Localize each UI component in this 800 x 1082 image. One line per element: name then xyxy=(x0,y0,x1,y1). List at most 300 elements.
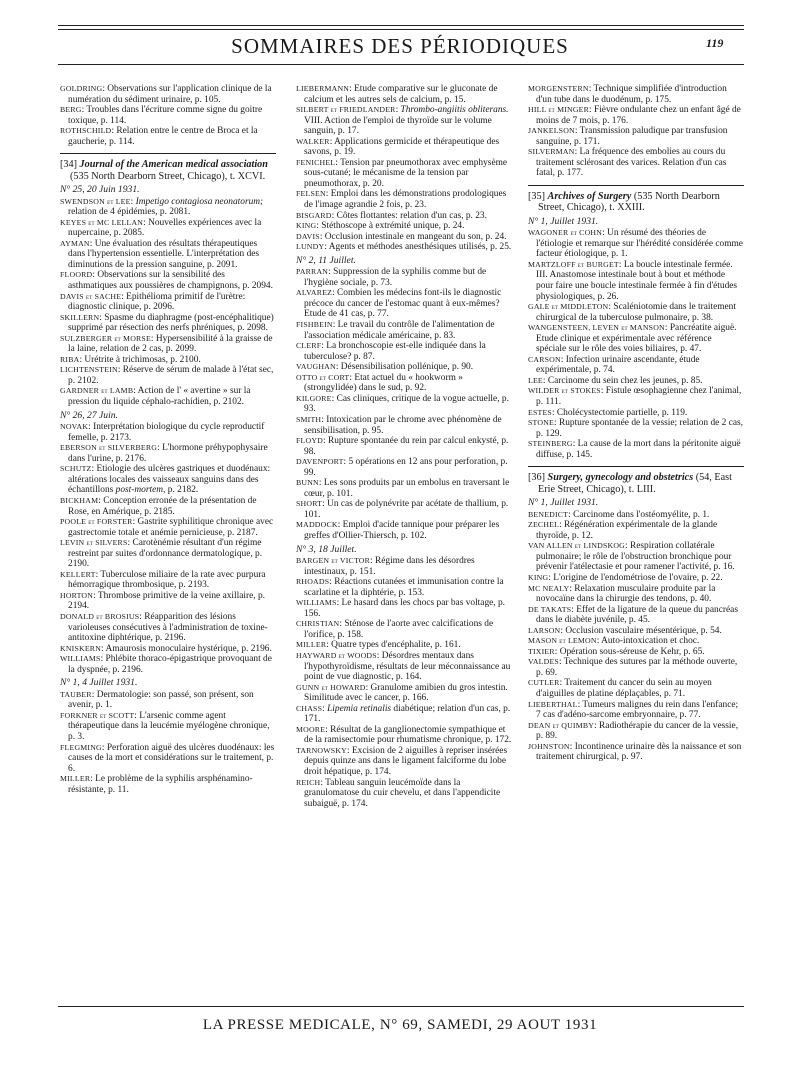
article-authors: FLEGMING xyxy=(60,742,102,752)
article-authors: WALKER xyxy=(296,136,330,146)
article-summary: Radiothérapie du cancer de la vessie, p. 89. xyxy=(536,720,739,742)
article-entry: VAUGHAN: Désensibilisation pollénique, p. 90. xyxy=(296,362,474,373)
article-entry: HAYWARD et WOODS: Désordres mentaux dans l'hypothyroïdisme, résultats de leur méconnaissance au point de vue diagnostic, p. 164. xyxy=(296,650,511,683)
article-summary: Fistule œsophagienne chez l'animal, p. 111. xyxy=(536,386,742,408)
article-entry: FLEGMING: Perforation aiguë des ulcères duodénaux: les causes de la mort et considérations sur le traitement, p. 6. xyxy=(60,742,275,774)
article-entry: LARSON: Occlusion vasculaire mésentérique, p. 54. xyxy=(528,625,722,636)
article-summary: Relation entre le centre de Broca et la gaucherie, p. 114. xyxy=(68,126,258,147)
article-summary: Relaxation musculaire produite par la novocaïne dans la chirurgie des tendons, p. 40. xyxy=(536,583,716,605)
issue-heading-line xyxy=(60,678,276,689)
article-authors: JOHNSTON xyxy=(528,741,570,751)
article-entry: TARNOWSKY: Excision de 2 aiguilles à repriser insérées depuis quinze ans dans le ligament falciforme du lobe droit hépatique, p. 174. xyxy=(296,745,508,777)
article-authors: GARDNER et LAMB xyxy=(60,386,134,396)
article-entry: WILDER et STOKES: Fistule œsophagienne chez l'animal, p. 111. xyxy=(528,386,742,408)
article-summary: La bronchoscopie est-elle indiquée dans la tuberculose? p. 87. xyxy=(304,341,486,362)
article-entry: MOORE: Résultat de la ganglionectomie sympathique et de la ramisectomie pour rhumatisme chronique, p. 172. xyxy=(296,724,512,746)
article-authors: LEE xyxy=(528,375,543,385)
article-entry: BENEDICT: Carcinome dans l'ostéomyélite, p. 1. xyxy=(528,509,710,520)
article-summary: Fièvre ondulante chez un enfant âgé de moins de 7 mois, p. 176. xyxy=(536,105,741,126)
article-summary: Perforation aiguë des ulcères duodénaux: les causes de la mort et considérations sur le traitement, p. 6. xyxy=(68,742,275,774)
article-authors: ALVAREZ xyxy=(296,288,333,298)
journal-title: Surgery, gynecology and obstetrics xyxy=(547,472,694,484)
article-entry: HORTON: Thrombose primitive de la veine axillaire, p. 2194. xyxy=(60,590,265,612)
journal-address: (535 North Dearborn Street, Chicago), t. XCVI. xyxy=(70,170,266,182)
article-summary: La fréquence des embolies au cours du traitement sclérosant des varices. Relation d'un cas fatal, p. 177. xyxy=(536,147,727,179)
article-entry: TAUBER: Dermatologie: son passé, son présent, son avenir, p. 1. xyxy=(60,689,254,711)
article-authors: CLERF xyxy=(296,341,322,351)
article-entry: RIBA: Urétrite à trichimosas, p. 2100. xyxy=(60,354,201,365)
issue-heading: N° 25, 20 Juin 1931. xyxy=(60,184,140,196)
article-entry: BICKHAM: Conception erronée de la présentation de Rose, en Amérique, p. 2185. xyxy=(60,495,257,517)
article-title-italic: Impetigo contagiosa neonatorum; xyxy=(135,196,264,207)
article-entry: SHORT: Un cas de polynévrite par acétate de thallium, p. 101. xyxy=(296,499,509,520)
article-authors: BISGARD xyxy=(296,210,332,220)
article-authors: KNISKERN xyxy=(60,643,102,653)
column-left xyxy=(60,84,276,795)
article-authors: MILLER xyxy=(296,640,327,650)
article-summary: Dermatologie: son passé, son présent, son avenir, p. 1. xyxy=(68,689,254,711)
issue-heading-line xyxy=(296,545,512,556)
article-entry: TIXIER: Opération sous-séreuse de Kehr, p. 65. xyxy=(528,646,705,657)
article-authors: CHASS xyxy=(296,703,323,713)
article-entry: OTTO et CORT: Etat actuel du « hookworm » (strongylidée) dans le sud, p. 92. xyxy=(296,372,463,394)
issue-heading-line xyxy=(296,256,512,267)
article-authors: VAN ALLEN et LINDSKOG xyxy=(528,541,626,551)
article-summary: Agents et méthodes anesthésiques utilisés, p. 25. xyxy=(328,242,512,253)
article-authors: KING xyxy=(528,572,549,582)
article-entry: SILBERT et FRIEDLANDER: Thrombo-angiitis obliterans. VIII. Action de l'emploi de thyroïde sur le volume sanguin, p. 17. xyxy=(296,105,509,137)
article-authors: LEVIN et SILVERS xyxy=(60,538,128,548)
article-authors: LIEBERTHAL xyxy=(528,699,578,709)
article-authors: GALE et MIDDLETON xyxy=(528,302,609,312)
article-entry: WILLIAMS: Phlébite thoraco-épigastrique provoquant de la dyspnée, p. 2196. xyxy=(60,654,272,675)
article-entry: FELSEN: Emploi dans les démonstrations prodologiques de l'image agrandie 2 fois, p. 23. xyxy=(296,189,507,211)
article-summary: Intoxication par le chrome avec phénomène de sensibilisation, p. 95. xyxy=(304,414,502,436)
article-entry: WALKER: Applications germicide et thérapeutique des savons, p. 19. xyxy=(296,136,500,158)
article-entry: LIEBERTHAL: Tumeurs malignes du rein dans l'enfance; 7 cas d'adéno-sarcome embryonnaire, p. 77. xyxy=(528,699,739,721)
article-authors: LARSON xyxy=(528,625,561,635)
section-divider xyxy=(528,466,744,467)
article-authors: KILGORE xyxy=(296,393,332,403)
article-authors: LICHTENSTEIN xyxy=(60,365,118,375)
issue-heading-line xyxy=(528,498,744,509)
article-summary: Thrombose primitive de la veine axillaire, p. 2194. xyxy=(68,590,265,612)
article-authors: LUNDY xyxy=(296,242,325,252)
article-entry: BERG: Troubles dans l'écriture comme signe du goitre toxique, p. 114. xyxy=(60,105,263,126)
article-entry: BISGARD: Côtes flottantes: relation d'un cas, p. 23. xyxy=(296,210,487,221)
article-summary: Hypersensibilité à la graisse de la laine, relation de 2 cas, p. 2099. xyxy=(68,333,273,355)
article-entry: LIEBERMANN: Etude comparative sur le gluconate de calcium et les autres sels de calcium, p. 15. xyxy=(296,84,498,105)
article-summary: Auto-intoxication et choc. xyxy=(601,636,700,647)
article-summary: Carcinome du sein chez les jeunes, p. 85. xyxy=(547,375,703,386)
article-authors: RIBA xyxy=(60,354,80,364)
article-authors: HORTON xyxy=(60,590,94,600)
article-summary: L'hormone préhypophysaire dans l'urine, p. 2176. xyxy=(68,443,268,464)
article-summary: Nouvelles expériences avec la nupercaine, p. 2085. xyxy=(68,217,262,239)
article-summary: Scaléniotomie dans le traitement chirurgical de la tuberculose pulmonaire, p. 38. xyxy=(536,302,736,323)
article-entry: STEINBERG: La cause de la mort dans la péritonite aiguë diffuse, p. 145. xyxy=(528,439,741,460)
article-entry: SULZBERGER et MORSE: Hypersensibilité à la graisse de la laine, relation de 2 cas, p. 2099. xyxy=(60,333,273,355)
article-entry: SWENDSON et LEE: Impetigo contagiosa neonatorum; relation de 4 épidémies, p. 2081. xyxy=(60,196,264,218)
article-authors: FENICHEL xyxy=(296,157,336,167)
article-authors: DONALD et BROSIUS xyxy=(60,611,140,621)
article-entry: WANGENSTEEN, LEVEN et MANSON: Pancréatite aiguë. Etude clinique et expérimentale avec référence spéciale sur le rôle des voies biliaires, p. 47. xyxy=(528,323,737,355)
article-summary: Incontinence urinaire dès la naissance et son traitement chirurgical, p. 97. xyxy=(536,741,742,763)
article-summary: Résultat de la ganglionectomie sympathique et de la ramisectomie pour rhumatisme chronique, p. 172. xyxy=(304,724,512,746)
article-summary: Traitement du cancer du sein au moyen d'aiguilles de platine déplaçables, p. 71. xyxy=(536,678,712,699)
article-authors: SKILLERN xyxy=(60,312,100,322)
article-summary: VIII. Action de l'emploi de thyroïde sur le volume sanguin, p. 17. xyxy=(304,115,492,137)
article-entry: DEAN et QUIMBY: Radiothérapie du cancer de la vessie, p. 89. xyxy=(528,720,739,742)
article-authors: CARSON xyxy=(528,354,561,364)
article-entry: STONE: Rupture spontanée de la vessie; relation de 2 cas, p. 129. xyxy=(528,418,743,439)
article-summary: Epithélioma primitif de l'urètre: diagnostic clinique, p. 2096. xyxy=(68,291,246,313)
article-authors: VALDES xyxy=(528,657,559,667)
article-summary: Technique simplifiée d'introduction d'un tube dans le duodénum, p. 175. xyxy=(536,84,727,105)
issue-heading: N° 3, 18 Juillet. xyxy=(296,543,357,555)
article-summary: Emploi dans les démonstrations prodologiques de l'image agrandie 2 fois, p. 23. xyxy=(304,189,507,211)
article-authors: BUNN xyxy=(296,478,319,488)
article-entry: GALE et MIDDLETON: Scaléniotomie dans le traitement chirurgical de la tuberculose pulmonaire, p. 38. xyxy=(528,302,736,323)
article-summary: Action de l' « avertine » sur la pression du liquide céphalo-rachidien, p. 2102. xyxy=(68,386,251,408)
column-middle xyxy=(296,84,512,809)
article-authors: WILLIAMS xyxy=(60,654,101,664)
footer-rule xyxy=(58,1006,744,1007)
article-entry: BUNN: Les sons produits par un embolus en traversant le cœur, p. 101. xyxy=(296,478,510,499)
issue-heading-line xyxy=(60,185,276,196)
article-authors: KEYES et MC LELLAN xyxy=(60,217,144,227)
article-summary: L'arsenic comme agent thérapeutique dans la leucémie myélogène chronique, p. 3. xyxy=(68,710,270,742)
article-summary: Excision de 2 aiguilles à repriser insérées depuis quinze ans dans le ligament falciforme du lobe droit hépatique, p. 174. xyxy=(304,745,508,777)
article-authors: BERG xyxy=(60,105,82,115)
article-authors: JANKELSON xyxy=(528,126,575,136)
article-summary: Régénération expérimentale de la glande thyroïde, p. 12. xyxy=(536,520,718,541)
article-summary: Occlusion intestinale en mangeant du son, p. 24. xyxy=(324,231,507,242)
article-entry: ALVAREZ: Combien les médecins font-ils le diagnostic précoce du cancer de l'estomac quant à eux-mêmes? Etude de 41 cas, p. 77. xyxy=(296,288,502,320)
article-entry: EBERSON et SILVERBERG: L'hormone préhypophysaire dans l'urine, p. 2176. xyxy=(60,443,268,464)
article-summary: diabétique; relation d'un cas, p. 171. xyxy=(304,703,511,725)
section-divider xyxy=(528,185,744,186)
article-authors: MADDOCK xyxy=(296,520,338,530)
article-entry: MILLER: Le problème de la syphilis arsphénamino-résistante, p. 11. xyxy=(60,774,253,795)
article-authors: AYMAN xyxy=(60,238,90,248)
article-entry: KING: L'origine de l'endométriose de l'ovaire, p. 22. xyxy=(528,572,723,583)
article-authors: MC NEALY xyxy=(528,583,570,593)
article-entry: CHASS: Lipemia retinalis diabétique; relation d'un cas, p. 171. xyxy=(296,703,511,725)
article-entry: VAN ALLEN et LINDSKOG: Respiration collatérale pulmonaire; le rôle de l'obstruction bronchique pour prévenir l'atélectasie et pour ramener l'activité, p. 16. xyxy=(528,541,735,573)
article-entry: ESTES: Cholécystectomie partielle, p. 119. xyxy=(528,407,688,418)
article-summary: Rupture spontanée de la vessie; relation de 2 cas, p. 129. xyxy=(536,418,743,439)
article-entry: DAVIS: Occlusion intestinale en mangeant du son, p. 24. xyxy=(296,231,507,242)
article-summary: Amaurosis monoculaire hystérique, p. 2196. xyxy=(105,643,272,654)
article-authors: ROTHSCHILD xyxy=(60,126,112,136)
article-authors: WILLIAMS xyxy=(296,598,337,608)
article-authors: FELSEN xyxy=(296,189,326,199)
column-right xyxy=(528,84,744,763)
article-entry: MASON et LEMON: Auto-intoxication et choc. xyxy=(528,636,700,647)
article-entry: CARSON: Infection urinaire ascendante, étude expérimentale, p. 74. xyxy=(528,354,700,376)
article-authors: STONE xyxy=(528,418,554,428)
article-authors: BENEDICT xyxy=(528,509,569,519)
article-authors: GUNN et HOWARD xyxy=(296,682,366,692)
article-authors: SULZBERGER et MORSE xyxy=(60,333,151,343)
article-authors: VAUGHAN xyxy=(296,362,336,372)
page-title: SOMMAIRES DES PÉRIODIQUES xyxy=(231,34,569,58)
article-entry: KELLERT: Tuberculose miliaire de la rate avec purpura hémorragique thrombosique, p. 2193. xyxy=(60,569,266,591)
journal-number: [35] xyxy=(528,190,548,202)
article-entry: KILGORE: Cas cliniques, critique de la vogue actuelle, p. 93. xyxy=(296,393,509,415)
journal-heading xyxy=(60,159,276,182)
article-entry: JOHNSTON: Incontinence urinaire dès la naissance et son traitement chirurgical, p. 97. xyxy=(528,741,742,763)
article-authors: DAVIS xyxy=(296,231,320,241)
article-summary: Stéthoscope à extrémité unique, p. 24. xyxy=(321,221,465,232)
article-summary: Combien les médecins font-ils le diagnostic précoce du cancer de l'estomac quant à eux-mêmes? Etude de 41 cas, p. 77. xyxy=(304,288,502,320)
article-summary: Tuberculose miliaire de la rate avec purpura hémorragique thrombosique, p. 2193. xyxy=(68,569,266,591)
article-entry: KEYES et MC LELLAN: Nouvelles expériences avec la nupercaine, p. 2085. xyxy=(60,217,262,239)
article-authors: LIEBERMANN xyxy=(296,84,350,93)
article-summary: 5 opérations en 12 ans pour perforation, p. 99. xyxy=(304,457,508,478)
article-entry: GARDNER et LAMB: Action de l' « avertine » sur la pression du liquide céphalo-rachidien, p. 2102. xyxy=(60,386,251,408)
article-entry: MC NEALY: Relaxation musculaire produite par la novocaïne dans la chirurgie des tendons, p. 40. xyxy=(528,583,716,605)
article-entry: FENICHEL: Tension par pneumothorax avec emphysème sous-cutané; le mécanisme de la tension par pneumothorax, p. 20. xyxy=(296,157,508,189)
journal-heading xyxy=(528,191,744,214)
article-summary: Réapparition des lésions varioleuses consécutives à l'administration de toxine-antitoxine diphtérique, p. 2196. xyxy=(68,611,268,644)
section-divider xyxy=(60,153,276,154)
article-authors: GOLDRING xyxy=(60,84,103,93)
article-summary: Une évaluation des résultats thérapeutiques dans l'hypertension essentielle. L'interprétation des diminutions de la pression sanguine, p. 2091. xyxy=(68,238,260,270)
article-entry: FORKNER et SCOTT: L'arsenic comme agent thérapeutique dans la leucémie myélogène chronique, p. 3. xyxy=(60,710,270,742)
article-authors: FORKNER et SCOTT xyxy=(60,710,135,720)
article-authors: WILDER et STOKES xyxy=(528,386,601,396)
article-italic-term: post-mortem, xyxy=(115,485,166,496)
article-summary: Infection urinaire ascendante, étude expérimentale, p. 74. xyxy=(536,354,700,376)
article-summary: Désordres mentaux dans l'hypothyroïdisme, résultats de leur méconnaissance au point de vue diagnostic, p. 164. xyxy=(304,650,511,683)
top-rule xyxy=(58,25,744,26)
article-entry: FLOYD: Rupture spontanée du rein par calcul enkysté, p. 98. xyxy=(296,436,509,457)
article-summary: Occlusion vasculaire mésentérique, p. 54. xyxy=(565,625,722,636)
article-summary: Etiologie des ulcères gastriques et duodénaux: altérations locales des vaisseaux sanguins dans des échantillons xyxy=(68,464,271,496)
article-summary: Désensibilisation pollénique, p. 90. xyxy=(340,362,474,373)
article-summary: Transmission paludique par transfusion sanguine, p. 171. xyxy=(536,126,728,147)
article-authors: SCHUTZ xyxy=(60,464,92,474)
issue-heading-line xyxy=(528,217,744,228)
article-authors: FLOORD xyxy=(60,270,93,280)
article-entry: CHRISTIAN: Sténose de l'aorte avec calcifications de l'orifice, p. 158. xyxy=(296,619,494,640)
article-authors: HAYWARD et WOODS xyxy=(296,650,377,660)
article-authors: STEINBERG xyxy=(528,439,573,449)
article-authors: TIXIER xyxy=(528,646,555,656)
article-summary: Le travail du contrôle de l'alimentation de l'association médicale américaine, p. 83. xyxy=(304,320,495,341)
article-authors: MILLER xyxy=(60,774,91,784)
article-entry: WAGONER et COHN: Un résumé des théories de l'étiologie et remarque sur l'hérédité considérée comme facteur étiologique, p. 1. xyxy=(528,228,743,260)
article-entry: POOLE et FORSTER: Gastrite syphilitique chronique avec gastrectomie totale et anémie pernicieuse, p. 2187. xyxy=(60,517,274,538)
article-entry: MARTZLOFF et BURGET: La boucle intestinale fermée. III. Anastomose intestinale bout à bout et méthode pour faire une boucle intestinale fermée à fin d'études physiologiques, p. 26. xyxy=(528,259,738,302)
article-entry: PARRAN: Suppression de la syphilis comme but de l'hygiène sociale, p. 73. xyxy=(296,267,487,288)
article-entry: SILVERMAN: La fréquence des embolies au cours du traitement sclérosant des varices. Relation d'un cas fatal, p. 177. xyxy=(528,147,727,179)
article-summary: Régime dans les désordres intestinaux, p. 151. xyxy=(304,556,475,577)
article-summary: Observations sur la sensibilité des asthmatiques aux poussières de champignons, p. 2094. xyxy=(68,270,273,292)
article-entry: REICH: Tableau sanguin leucémoïde dans la granulomatose du cuir chevelu, et dans l'appendicite subaiguë, p. 174. xyxy=(296,777,501,809)
article-entry: LEVIN et SILVERS: Carotènémie résultant d'un régime restreint par suites d'ordonnance dermatologique, p. 2190. xyxy=(60,538,263,570)
article-entry: VALDES: Technique des sutures par la méthode ouverte, p. 69. xyxy=(528,657,738,678)
article-summary: Rupture spontanée du rein par calcul enkysté, p. 98. xyxy=(304,436,509,457)
article-summary: Tension par pneumothorax avec emphysème sous-cutané; le mécanisme de la tension par pneumothorax, p. 20. xyxy=(304,157,508,189)
article-authors: CHRISTIAN xyxy=(296,619,340,629)
journal-number: [34] xyxy=(60,159,80,171)
journal-number: [36] xyxy=(528,472,548,484)
article-summary: relation de 4 épidémies, p. 2081. xyxy=(68,207,191,218)
article-authors: OTTO et CORT xyxy=(296,372,350,382)
article-summary: Un résumé des théories de l'étiologie et remarque sur l'hérédité considérée comme facteur étiologique, p. 1. xyxy=(536,228,743,260)
article-summary: Etat actuel du « hookworm » (strongylidée) dans le sud, p. 92. xyxy=(304,372,463,394)
article-summary: Carotènémie résultant d'un régime restreint par suites d'ordonnance dermatologique, p. 2190. xyxy=(68,538,263,570)
article-authors: BICKHAM xyxy=(60,495,99,505)
journal-address: (535 North Dearborn Street, Chicago), t. XXIII. xyxy=(538,190,720,214)
article-summary: Technique des sutures par la méthode ouverte, p. 69. xyxy=(536,657,738,678)
article-authors: SMITH xyxy=(296,414,322,424)
article-summary: Granulome amibien du gros intestin. Similitude avec le cancer, p. 166. xyxy=(304,682,508,704)
article-entry: MORGENSTERN: Technique simplifiée d'introduction d'un tube dans le duodénum, p. 175. xyxy=(528,84,727,105)
article-entry: JANKELSON: Transmission paludique par transfusion sanguine, p. 171. xyxy=(528,126,728,147)
article-entry: ROTHSCHILD: Relation entre le centre de Broca et la gaucherie, p. 114. xyxy=(60,126,258,147)
article-entry: RHOADS: Réactions cutanées et immunisation contre la scarlatine et la diphtérie, p. 153. xyxy=(296,577,504,598)
article-authors: SILVERMAN xyxy=(528,147,575,157)
article-authors: WANGENSTEEN, LEVEN et MANSON xyxy=(528,323,665,333)
article-summary: Applications germicide et thérapeutique des savons, p. 19. xyxy=(304,136,500,158)
article-entry: MILLER: Quatre types d'encéphalite, p. 161. xyxy=(296,640,461,651)
article-summary: Emploi d'acide tannique pour préparer les greffes d'Ollier-Thiersch, p. 102. xyxy=(304,520,500,541)
article-summary: L'origine de l'endométriose de l'ovaire, p. 22. xyxy=(553,572,723,583)
article-entry: AYMAN: Une évaluation des résultats thérapeutiques dans l'hypertension essentielle. L'interprétation des diminutions de la pression sanguine, p. 2091. xyxy=(60,238,260,270)
article-authors: MOORE xyxy=(296,724,326,734)
article-authors: POOLE et FORSTER xyxy=(60,517,133,527)
article-summary: Troubles dans l'écriture comme signe du goitre toxique, p. 114. xyxy=(68,105,263,126)
article-summary: Effet de la ligature de la queue du pancréas dans le diabète juvénile, p. 45. xyxy=(536,604,738,626)
article-summary: Un cas de polynévrite par acétate de thallium, p. 101. xyxy=(304,499,509,520)
article-authors: FLOYD xyxy=(296,436,323,446)
article-authors: SHORT xyxy=(296,499,323,509)
article-page: p. 2182. xyxy=(165,485,199,496)
article-authors: DE TAKATS xyxy=(528,604,572,614)
article-entry: HILL et MINGER: Fièvre ondulante chez un enfant âgé de moins de 7 mois, p. 176. xyxy=(528,105,741,126)
article-entry: NOVAK: Interprétation biologique du cycle reproductif femelle, p. 2173. xyxy=(60,422,265,443)
article-entry: KNISKERN: Amaurosis monoculaire hystérique, p. 2196. xyxy=(60,643,272,654)
journal-address: (54, East Erie Street, Chicago), t. LIII. xyxy=(538,472,732,495)
article-authors: CUTLER xyxy=(528,678,560,688)
article-entry: DONALD et BROSIUS: Réapparition des lésions varioleuses consécutives à l'administration de toxine-antitoxine diphtérique, p. 2196. xyxy=(60,611,268,644)
article-entry: GUNN et HOWARD: Granulome amibien du gros intestin. Similitude avec le cancer, p. 166. xyxy=(296,682,508,704)
article-authors: PARRAN xyxy=(296,267,329,277)
article-summary: Tumeurs malignes du rein dans l'enfance; 7 cas d'adéno-sarcome embryonnaire, p. 77. xyxy=(536,699,739,721)
article-authors: TARNOWSKY xyxy=(296,745,347,755)
journal-title: Journal of the American medical association xyxy=(79,159,268,171)
article-authors: HILL et MINGER xyxy=(528,105,590,115)
article-summary: Côtes flottantes: relation d'un cas, p. 23. xyxy=(336,210,487,221)
article-summary: Réactions cutanées et immunisation contre la scarlatine et la diphtérie, p. 153. xyxy=(304,577,504,598)
article-authors: DAVIS et SACHE xyxy=(60,291,122,301)
article-entry: DAVIS et SACHE: Epithélioma primitif de l'urètre: diagnostic clinique, p. 2096. xyxy=(60,291,246,313)
article-summary: La boucle intestinale fermée. III. Anastomose intestinale bout à bout et méthode pour faire une boucle intestinale fermée à fin d'études physiologiques, p. 26. xyxy=(536,259,738,302)
article-summary: Interprétation biologique du cycle reproductif femelle, p. 2173. xyxy=(68,422,265,443)
issue-heading: N° 1, Juillet 1931. xyxy=(528,215,599,227)
article-authors: ZECHEL xyxy=(528,520,560,530)
article-authors: BARGEN et VICTOR xyxy=(296,556,371,566)
article-entry: LEE: Carcinome du sein chez les jeunes, p. 85. xyxy=(528,375,703,386)
article-authors: RHOADS xyxy=(296,577,330,587)
article-entry: WILLIAMS: Le hasard dans les chocs par bas voltage, p. 156. xyxy=(296,598,506,619)
article-authors: REICH xyxy=(296,777,321,787)
article-title-italic: Thrombo-angiitis obliterans. xyxy=(400,105,509,116)
article-entry: SCHUTZ: Etiologie des ulcères gastriques et duodénaux: altérations locales des vaisseaux sanguins dans des échantillons post-mortem, p. 2182. xyxy=(60,464,271,496)
article-summary: Spasme du diaphragme (post-encéphalitique) supprimé par résection des nerfs phréniques, p. 2098. xyxy=(68,312,274,334)
article-summary: Le problème de la syphilis arsphénamino-résistante, p. 11. xyxy=(68,774,253,795)
article-entry: SKILLERN: Spasme du diaphragme (post-encéphalitique) supprimé par résection des nerfs phréniques, p. 2098. xyxy=(60,312,274,334)
article-entry: SMITH: Intoxication par le chrome avec phénomène de sensibilisation, p. 95. xyxy=(296,414,502,436)
article-summary: Urétrite à trichimosas, p. 2100. xyxy=(84,354,201,365)
article-authors: ESTES xyxy=(528,407,552,417)
article-authors: KELLERT xyxy=(60,569,96,579)
issue-heading: N° 26, 27 Juin. xyxy=(60,409,118,421)
article-summary: Les sons produits par un embolus en traversant le cœur, p. 101. xyxy=(304,478,510,499)
article-entry: BARGEN et VICTOR: Régime dans les désordres intestinaux, p. 151. xyxy=(296,556,475,577)
page-number: 119 xyxy=(706,36,724,50)
header-rule xyxy=(58,64,744,65)
article-summary: Réserve de sérum de malade à l'état sec, p. 2102. xyxy=(68,365,274,386)
article-summary: Suppression de la syphilis comme but de l'hygiène sociale, p. 73. xyxy=(304,267,487,288)
article-authors: NOVAK xyxy=(60,422,89,432)
article-entry: MADDOCK: Emploi d'acide tannique pour préparer les greffes d'Ollier-Thiersch, p. 102. xyxy=(296,520,500,541)
article-summary: Tableau sanguin leucémoïde dans la granulomatose du cuir chevelu, et dans l'appendicite subaiguë, p. 174. xyxy=(304,777,501,809)
article-authors: SILBERT et FRIEDLANDER xyxy=(296,105,396,115)
issue-heading-line xyxy=(60,411,276,422)
article-authors: DEAN et QUIMBY xyxy=(528,720,595,730)
article-entry: LICHTENSTEIN: Réserve de sérum de malade à l'état sec, p. 2102. xyxy=(60,365,274,386)
article-authors: MORGENSTERN xyxy=(528,84,589,93)
article-authors: DAVENPORT xyxy=(296,457,344,467)
article-authors: MASON et LEMON xyxy=(528,636,597,646)
article-title-italic: Lipemia retinalis xyxy=(327,703,392,714)
article-summary: Phlébite thoraco-épigastrique provoquant de la dyspnée, p. 2196. xyxy=(68,654,272,675)
article-summary: Observations sur l'application clinique de la numération du sédiment urinaire, p. 105. xyxy=(68,84,272,105)
article-entry: FLOORD: Observations sur la sensibilité des asthmatiques aux poussières de champignons, p. 2094. xyxy=(60,270,273,292)
top-rule-inner xyxy=(58,29,744,30)
article-entry: GOLDRING: Observations sur l'application clinique de la numération du sédiment urinaire, p. 105. xyxy=(60,84,272,105)
article-authors: WAGONER et COHN xyxy=(528,228,603,238)
article-entry: KING: Stéthoscope à extrémité unique, p. 24. xyxy=(296,221,465,232)
article-summary: Le hasard dans les chocs par bas voltage, p. 156. xyxy=(304,598,506,619)
issue-heading: N° 2, 11 Juillet. xyxy=(296,254,356,266)
issue-heading: N° 1, Juillet 1931. xyxy=(528,497,599,509)
article-entry: CUTLER: Traitement du cancer du sein au moyen d'aiguilles de platine déplaçables, p. 71. xyxy=(528,678,712,699)
article-entry: DAVENPORT: 5 opérations en 12 ans pour perforation, p. 99. xyxy=(296,457,508,478)
article-summary: Gastrite syphilitique chronique avec gastrectomie totale et anémie pernicieuse, p. 2187. xyxy=(68,517,274,538)
article-authors: TAUBER xyxy=(60,689,92,699)
article-authors: KING xyxy=(296,221,317,231)
page-footer: LA PRESSE MEDICALE, N° 69, SAMEDI, 29 AOUT 1931 xyxy=(202,1017,598,1033)
article-summary: Conception erronée de la présentation de Rose, en Amérique, p. 2185. xyxy=(68,495,257,517)
article-summary: Cholécystectomie partielle, p. 119. xyxy=(556,407,688,418)
article-summary: Opération sous-séreuse de Kehr, p. 65. xyxy=(559,646,705,657)
article-authors: MARTZLOFF et BURGET xyxy=(528,259,619,269)
article-summary: La cause de la mort dans la péritonite aiguë diffuse, p. 145. xyxy=(536,439,741,460)
issue-heading: N° 1, 4 Juillet 1931. xyxy=(60,677,138,689)
article-entry: LUNDY: Agents et méthodes anesthésiques utilisés, p. 25. xyxy=(296,242,512,253)
journal-heading xyxy=(528,472,744,495)
article-entry: ZECHEL: Régénération expérimentale de la glande thyroïde, p. 12. xyxy=(528,520,718,541)
article-summary: Carcinome dans l'ostéomyélite, p. 1. xyxy=(573,509,710,520)
article-summary: Cas cliniques, critique de la vogue actuelle, p. 93. xyxy=(304,393,509,415)
article-entry: FISHBEIN: Le travail du contrôle de l'alimentation de l'association médicale américaine, p. 83. xyxy=(296,320,495,341)
